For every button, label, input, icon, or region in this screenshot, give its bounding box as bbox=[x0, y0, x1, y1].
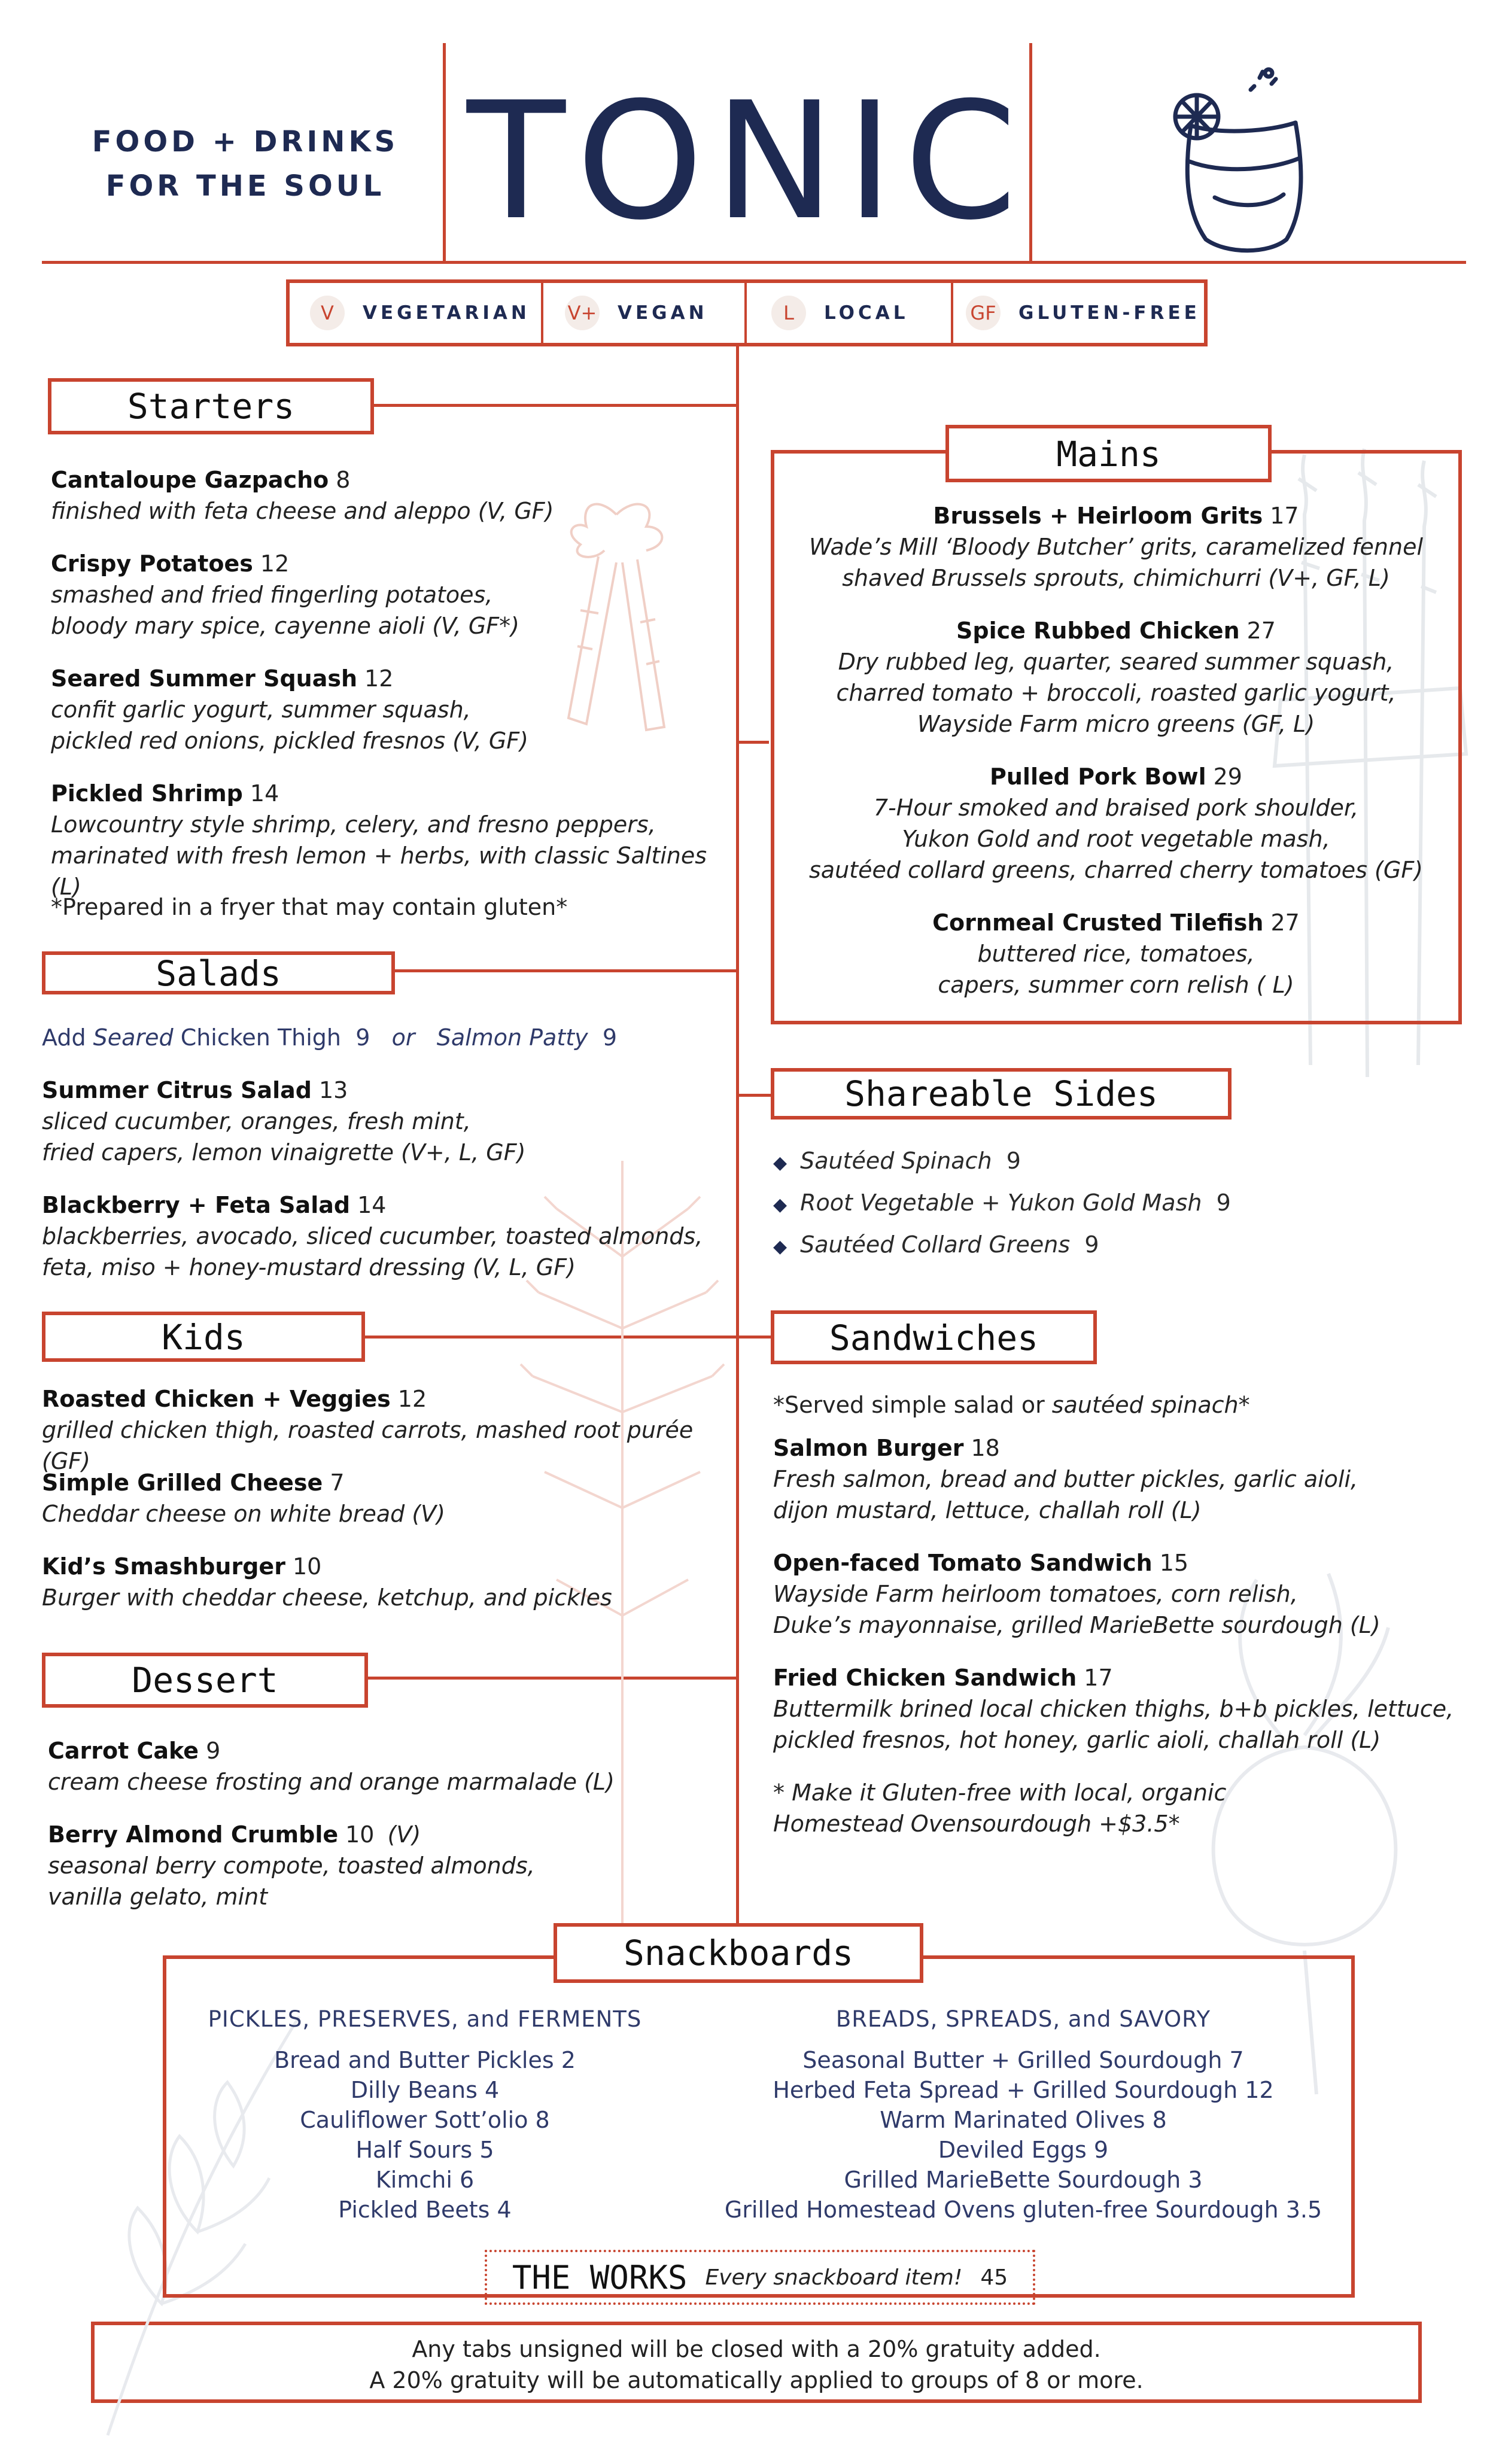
snack-item: Dilly Beans 4 bbox=[350, 2077, 500, 2103]
snack-item: Pickled Beets 4 bbox=[338, 2197, 512, 2223]
item-price: 12 bbox=[364, 665, 394, 692]
snack-column-breads bbox=[706, 2004, 1340, 2225]
item-desc: Wade’s Mill ‘Bloody Butcher’ grits, caramelized fennel bbox=[809, 534, 1423, 560]
legend-item-local bbox=[771, 283, 909, 343]
side-item bbox=[773, 1148, 1021, 1174]
menu-item bbox=[48, 1819, 730, 1912]
side-price: 9 bbox=[1216, 1190, 1231, 1216]
works-desc: Every snackboard item! bbox=[705, 2265, 963, 2290]
menu-item bbox=[778, 500, 1454, 594]
item-desc: Burger with cheddar cheese, ketchup, and pickles bbox=[42, 1584, 612, 1611]
legend-label: LOCAL bbox=[824, 302, 909, 324]
menu-item bbox=[778, 615, 1454, 740]
menu-item bbox=[773, 1547, 1467, 1641]
item-name: Kid’s Smashburger bbox=[42, 1553, 285, 1580]
tagline-line1: FOOD + DRINKS bbox=[92, 125, 399, 159]
fryer-note: *Prepared in a fryer that may contain gluten* bbox=[51, 894, 568, 920]
add-chicken: Chicken Thigh bbox=[180, 1024, 342, 1051]
item-desc: Fresh salmon, bread and butter pickles, garlic aioli, bbox=[773, 1466, 1358, 1492]
item-desc: smashed and fried fingerling potatoes, bbox=[51, 582, 493, 608]
note-plain: *Served simple salad or bbox=[773, 1392, 1045, 1418]
menu-item bbox=[778, 907, 1454, 1000]
item-desc: charred tomato + broccoli, roasted garlic yogurt, bbox=[836, 680, 1396, 706]
legend-item-vegan bbox=[565, 283, 708, 343]
item-desc: Duke’s mayonnaise, grilled MarieBette sourdough (L) bbox=[773, 1612, 1381, 1638]
item-name: Pickled Shrimp bbox=[51, 780, 243, 807]
header-left-rule bbox=[443, 43, 446, 261]
legend-item-gluten-free bbox=[966, 283, 1200, 343]
connector bbox=[392, 969, 739, 972]
legend-label: VEGETARIAN bbox=[363, 302, 530, 324]
add-or: or bbox=[391, 1024, 415, 1051]
item-name: Open-faced Tomato Sandwich bbox=[773, 1550, 1153, 1576]
sandwich-note bbox=[773, 1389, 1250, 1420]
legend-divider bbox=[541, 283, 543, 343]
item-price: 10 bbox=[345, 1821, 375, 1848]
section-title-kids: Kids bbox=[42, 1312, 365, 1362]
tagline-line2: FOR THE SOUL bbox=[105, 169, 385, 203]
item-price: 18 bbox=[971, 1435, 1000, 1461]
item-desc: confit garlic yogurt, summer squash, bbox=[51, 696, 471, 723]
item-price: 17 bbox=[1270, 503, 1299, 529]
side-price: 9 bbox=[1084, 1231, 1099, 1258]
the-works-callout bbox=[485, 2250, 1035, 2305]
menu-item bbox=[42, 1383, 730, 1477]
snack-column-pickles bbox=[203, 2004, 646, 2225]
vegan-icon: V+ bbox=[565, 296, 600, 330]
footer-line: Any tabs unsigned will be closed with a 20% gratuity added. bbox=[412, 2336, 1101, 2362]
snack-item: Cauliflower Sott’olio 8 bbox=[300, 2107, 550, 2133]
snack-item: Deviled Eggs 9 bbox=[938, 2137, 1109, 2163]
item-desc: Dry rubbed leg, quarter, seared summer squash, bbox=[838, 649, 1394, 675]
item-desc: blackberries, avocado, sliced cucumber, toasted almonds, bbox=[42, 1223, 703, 1249]
item-desc: feta, miso + honey-mustard dressing (V, L, GF) bbox=[42, 1254, 576, 1280]
item-desc: Wayside Farm micro greens (GF, L) bbox=[917, 711, 1315, 737]
diamond-bullet-icon: ◆ bbox=[773, 1194, 787, 1215]
legend-label: VEGAN bbox=[618, 302, 708, 324]
item-name: Pulled Pork Bowl bbox=[990, 763, 1206, 790]
menu-item bbox=[773, 1662, 1479, 1756]
snack-item: Herbed Feta Spread + Grilled Sourdough 12 bbox=[773, 2077, 1274, 2103]
item-name: Salmon Burger bbox=[773, 1435, 964, 1461]
snack-item: Grilled Homestead Ovens gluten-free Sourdough 3.5 bbox=[724, 2197, 1322, 2223]
item-desc: capers, summer corn relish ( L) bbox=[938, 972, 1294, 998]
brand-title: TONIC bbox=[467, 67, 1028, 255]
item-price: 29 bbox=[1213, 763, 1242, 790]
snack-item: Seasonal Butter + Grilled Sourdough 7 bbox=[802, 2047, 1244, 2073]
item-name: Roasted Chicken + Veggies bbox=[42, 1386, 391, 1412]
item-desc: vanilla gelato, mint bbox=[48, 1884, 268, 1910]
header-divider bbox=[42, 261, 1466, 264]
item-name: Fried Chicken Sandwich bbox=[773, 1665, 1077, 1691]
section-title-starters: Starters bbox=[48, 378, 374, 434]
menu-item bbox=[778, 761, 1454, 886]
item-name: Berry Almond Crumble bbox=[48, 1821, 339, 1848]
diamond-bullet-icon: ◆ bbox=[773, 1236, 787, 1257]
legend-divider bbox=[744, 283, 747, 343]
side-item bbox=[773, 1190, 1231, 1216]
item-name: Cantaloupe Gazpacho bbox=[51, 467, 329, 493]
dietary-legend bbox=[286, 279, 1208, 346]
snack-heading: BREADS, SPREADS, and SAVORY bbox=[835, 2006, 1211, 2032]
item-desc: sautéed collard greens, charred cherry tomatoes (GF) bbox=[809, 857, 1423, 883]
item-desc: seasonal berry compote, toasted almonds, bbox=[48, 1852, 535, 1879]
item-desc: grilled chicken thigh, roasted carrots, mashed root purée (GF) bbox=[42, 1417, 694, 1474]
footer-line: A 20% gratuity will be automatically applied to groups of 8 or more. bbox=[369, 2367, 1144, 2393]
section-title-mains: Mains bbox=[945, 425, 1272, 482]
header-right-rule bbox=[1029, 43, 1032, 261]
menu-item bbox=[42, 1467, 730, 1529]
legend-label: GLUTEN-FREE bbox=[1018, 302, 1200, 324]
note-italic: sautéed spinach* bbox=[1051, 1392, 1250, 1418]
item-desc: finished with feta cheese and aleppo (V, GF) bbox=[51, 498, 554, 524]
add-chicken-price: 9 bbox=[355, 1024, 370, 1051]
gluten-free-icon: GF bbox=[966, 296, 1001, 330]
item-name: Summer Citrus Salad bbox=[42, 1077, 312, 1103]
item-desc: sliced cucumber, oranges, fresh mint, bbox=[42, 1108, 471, 1134]
item-desc: Wayside Farm heirloom tomatoes, corn relish, bbox=[773, 1581, 1298, 1607]
gf-note-line: * Make it Gluten-free with local, organic bbox=[773, 1779, 1227, 1806]
side-item bbox=[773, 1231, 1099, 1258]
item-name: Cornmeal Crusted Tilefish bbox=[932, 909, 1264, 936]
item-desc: pickled red onions, pickled fresnos (V, GF) bbox=[51, 728, 528, 754]
item-price: 8 bbox=[336, 467, 351, 493]
item-name: Brussels + Heirloom Grits bbox=[933, 503, 1263, 529]
local-icon: L bbox=[771, 296, 806, 330]
menu-item bbox=[773, 1432, 1467, 1526]
item-price: 15 bbox=[1159, 1550, 1189, 1576]
item-desc: 7-Hour smoked and braised pork shoulder, bbox=[873, 795, 1359, 821]
snack-item: Half Sours 5 bbox=[355, 2137, 494, 2163]
item-name: Spice Rubbed Chicken bbox=[956, 617, 1240, 644]
menu-item bbox=[51, 548, 721, 641]
add-prefix: Add bbox=[42, 1024, 86, 1051]
snack-item: Warm Marinated Olives 8 bbox=[880, 2107, 1167, 2133]
item-price: 14 bbox=[250, 780, 279, 807]
menu-item bbox=[51, 464, 721, 527]
item-desc: dijon mustard, lettuce, challah roll (L) bbox=[773, 1497, 1202, 1523]
section-title-salads: Salads bbox=[42, 951, 395, 994]
diamond-bullet-icon: ◆ bbox=[773, 1152, 787, 1173]
item-desc: shaved Brussels sprouts, chimichurri (V+, GF, L) bbox=[842, 565, 1390, 591]
item-name: Blackberry + Feta Salad bbox=[42, 1192, 351, 1218]
tagline bbox=[90, 120, 401, 208]
item-desc: fried capers, lemon vinaigrette (V+, L, GF) bbox=[42, 1139, 526, 1166]
item-desc: pickled fresnos, hot honey, garlic aioli, challah roll (L) bbox=[773, 1727, 1381, 1753]
menu-item bbox=[48, 1735, 730, 1797]
item-name: Crispy Potatoes bbox=[51, 550, 253, 577]
snack-heading: PICKLES, PRESERVES, and FERMENTS bbox=[208, 2006, 642, 2032]
item-name: Carrot Cake bbox=[48, 1738, 199, 1764]
works-price: 45 bbox=[980, 2265, 1008, 2290]
section-title-snackboards: Snackboards bbox=[554, 1923, 923, 1983]
gf-note-line: Homestead Ovensourdough +$3.5* bbox=[773, 1811, 1180, 1837]
gluten-free-note bbox=[773, 1777, 1467, 1839]
connector bbox=[736, 1094, 771, 1097]
item-desc: Lowcountry style shrimp, celery, and fresno peppers, bbox=[51, 811, 656, 838]
legend-divider bbox=[951, 283, 953, 343]
salad-add-ons bbox=[42, 1022, 617, 1053]
snack-item: Bread and Butter Pickles 2 bbox=[274, 2047, 576, 2073]
item-name: Simple Grilled Cheese bbox=[42, 1470, 323, 1496]
item-price: 9 bbox=[206, 1738, 221, 1764]
connector bbox=[736, 741, 769, 744]
side-price: 9 bbox=[1006, 1148, 1021, 1174]
side-name: Sautéed Spinach bbox=[800, 1148, 992, 1174]
snack-item: Grilled MarieBette Sourdough 3 bbox=[844, 2167, 1203, 2193]
menu-item bbox=[51, 778, 733, 902]
add-salmon: Salmon Patty bbox=[436, 1024, 588, 1051]
item-price: 10 bbox=[292, 1553, 322, 1580]
section-title-shareable-sides: Shareable Sides bbox=[771, 1068, 1232, 1120]
item-desc: Buttermilk brined local chicken thighs, b+b pickles, lettuce, bbox=[773, 1696, 1454, 1722]
connector bbox=[371, 404, 739, 407]
item-price: 7 bbox=[330, 1470, 345, 1496]
item-tag: (V) bbox=[387, 1821, 421, 1848]
item-desc: Yukon Gold and root vegetable mash, bbox=[902, 826, 1330, 852]
side-name: Root Vegetable + Yukon Gold Mash bbox=[800, 1190, 1202, 1216]
add-seared: Seared bbox=[93, 1024, 174, 1051]
snack-item: Kimchi 6 bbox=[375, 2167, 475, 2193]
item-price: 12 bbox=[397, 1386, 427, 1412]
item-price: 14 bbox=[357, 1192, 387, 1218]
add-salmon-price: 9 bbox=[602, 1024, 617, 1051]
vegetarian-icon: V bbox=[310, 296, 345, 330]
item-price: 12 bbox=[260, 550, 290, 577]
menu-item bbox=[42, 1075, 724, 1168]
item-desc: cream cheese frosting and orange marmalade (L) bbox=[48, 1769, 615, 1795]
item-name: Seared Summer Squash bbox=[51, 665, 358, 692]
menu-item bbox=[42, 1190, 724, 1283]
menu-item bbox=[51, 663, 721, 756]
side-name: Sautéed Collard Greens bbox=[800, 1231, 1071, 1258]
item-price: 27 bbox=[1270, 909, 1300, 936]
tonic-glass-icon bbox=[1149, 60, 1328, 257]
item-price: 17 bbox=[1084, 1665, 1113, 1691]
item-desc: bloody mary spice, cayenne aioli (V, GF*) bbox=[51, 613, 519, 639]
works-title: THE WORKS bbox=[512, 2258, 688, 2296]
section-title-dessert: Dessert bbox=[42, 1653, 368, 1708]
item-price: 27 bbox=[1246, 617, 1276, 644]
legend-item-vegetarian bbox=[310, 283, 530, 343]
section-title-sandwiches: Sandwiches bbox=[771, 1310, 1097, 1364]
menu-item bbox=[42, 1551, 730, 1613]
item-desc: buttered rice, tomatoes, bbox=[977, 941, 1255, 967]
item-price: 13 bbox=[318, 1077, 348, 1103]
item-desc: marinated with fresh lemon + herbs, with classic Saltines (L) bbox=[51, 842, 707, 900]
item-desc: Cheddar cheese on white bread (V) bbox=[42, 1501, 445, 1527]
